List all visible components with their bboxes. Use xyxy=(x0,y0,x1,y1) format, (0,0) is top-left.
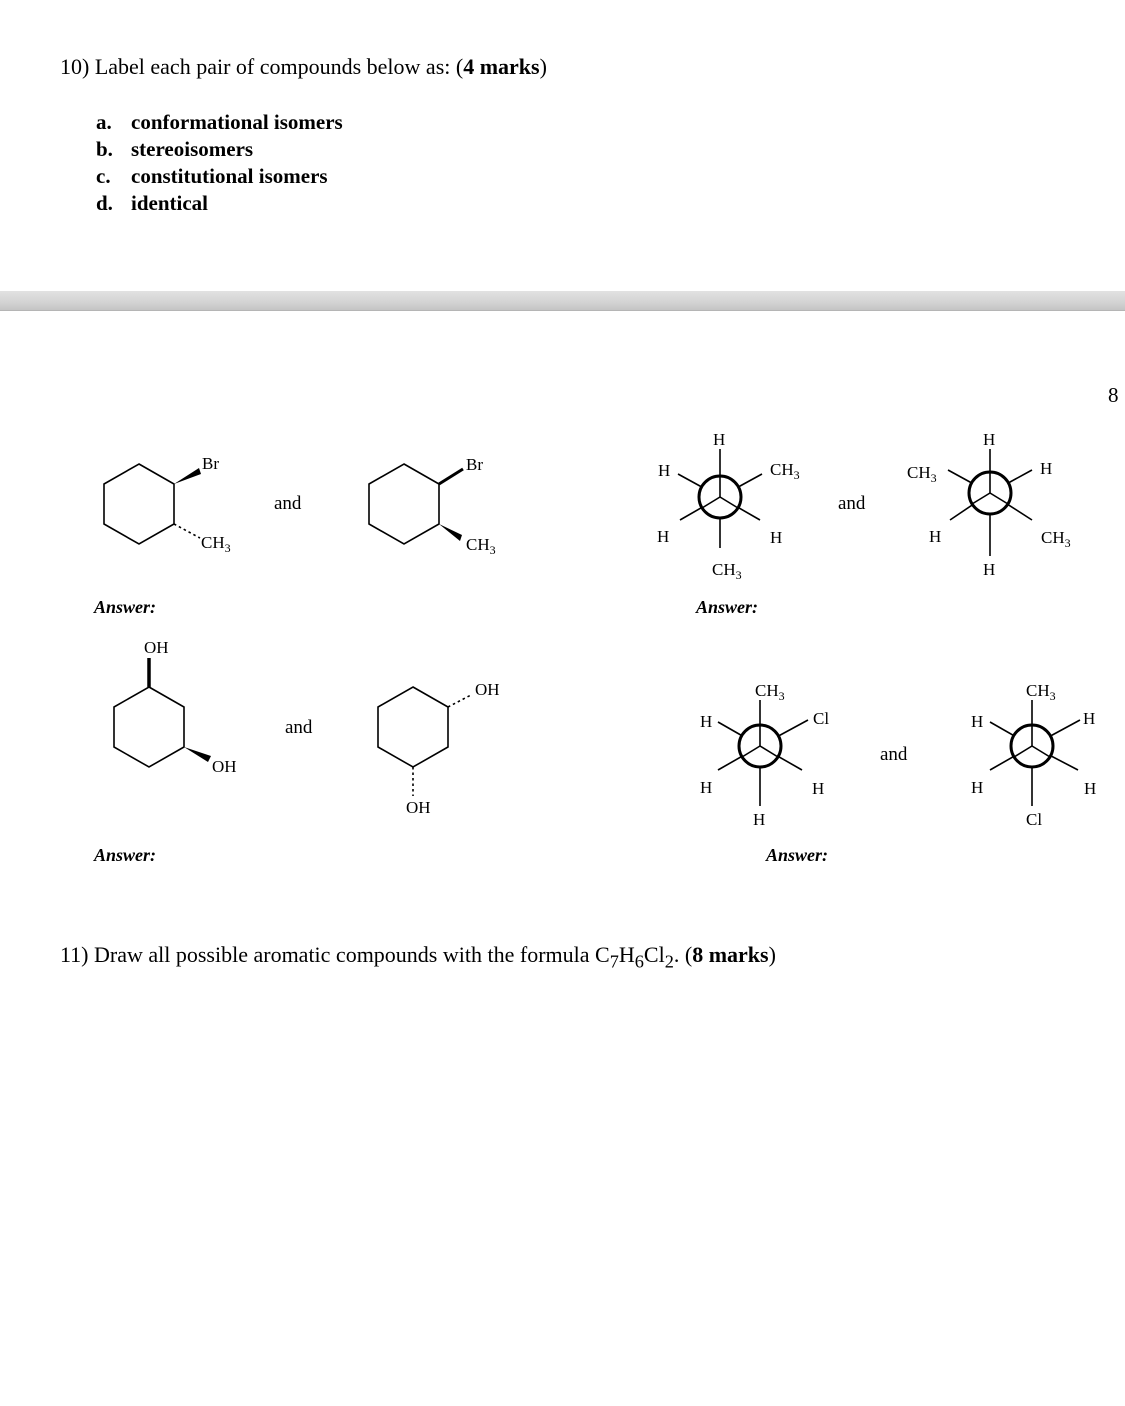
option-d: d. identical xyxy=(96,191,208,215)
question-10-marks: 4 marks xyxy=(463,54,540,79)
n2-h-bottom: H xyxy=(983,560,996,579)
answer-label-pair4: Answer: xyxy=(766,845,829,865)
n1-ch3-upper-right: $CH_3$ xyxy=(770,460,800,482)
n4-h-lower-right: H xyxy=(1084,779,1097,798)
option-b: b. stereoisomers xyxy=(96,137,254,161)
n3-ch3-top: $CH_3$ xyxy=(755,681,785,703)
cyclohexane-structure-1 xyxy=(104,454,231,555)
answer-label-pair2: Answer: xyxy=(696,597,759,617)
newman-projection-1 xyxy=(657,430,800,582)
n4-h-lower-left: H xyxy=(971,778,984,797)
newman-projection-2 xyxy=(907,430,1071,579)
s3-oh-bottom-label: OH xyxy=(212,757,237,776)
n2-h-upper-right: H xyxy=(1040,459,1053,478)
s2-ch3-label: $CH_3$ xyxy=(466,535,496,557)
answer-label-pair3: Answer: xyxy=(94,845,157,865)
s4-oh-bottom-label: OH xyxy=(406,798,431,817)
newman-projection-3 xyxy=(700,681,829,829)
n2-ch3-lower-right: $CH_3$ xyxy=(1041,528,1071,550)
n2-h-lower-left: H xyxy=(929,527,942,546)
n1-ch3-bottom: $CH_3$ xyxy=(712,560,742,582)
n1-h-lower-left: H xyxy=(657,527,670,546)
n4-h-upper-right: H xyxy=(1083,709,1096,728)
n3-h-upper-left: H xyxy=(700,712,713,731)
and-label-pair4: and xyxy=(880,744,908,765)
answer-label-pair1: Answer: xyxy=(94,597,157,617)
s2-br-label: Br xyxy=(466,455,483,474)
n3-h-bottom: H xyxy=(753,810,766,829)
cyclohexanediol-structure-4 xyxy=(378,680,500,817)
and-label-pair3: and xyxy=(285,717,313,738)
n3-h-lower-right: H xyxy=(812,779,825,798)
and-label-pair2: and xyxy=(838,493,866,514)
n2-ch3-upper-left: $CH_3$ xyxy=(907,463,937,485)
n3-h-lower-left: H xyxy=(700,778,713,797)
cyclohexane-structure-2 xyxy=(369,455,496,557)
n1-h-lower-right: H xyxy=(770,528,783,547)
n4-cl-bottom: Cl xyxy=(1026,810,1043,829)
n1-h-upper-left: H xyxy=(658,461,671,480)
newman-projection-4 xyxy=(971,681,1096,829)
n1-h-top: H xyxy=(713,430,726,449)
option-c: c. constitutional isomers xyxy=(96,164,328,188)
n3-cl-upper-right: Cl xyxy=(813,709,830,728)
s1-ch3-label: $CH_3$ xyxy=(201,533,231,555)
option-a: a. conformational isomers xyxy=(96,110,343,134)
s1-br-label: Br xyxy=(202,454,219,473)
cyclohexanediol-structure-3 xyxy=(114,638,237,776)
and-label-pair1: and xyxy=(274,493,302,514)
n4-h-upper-left: H xyxy=(971,712,984,731)
question-11-marks: 8 marks xyxy=(692,942,769,967)
question-10-prompt: 10) Label each pair of compounds below as: (4 marks) xyxy=(60,54,547,79)
n4-ch3-top: $CH_3$ xyxy=(1026,681,1056,703)
question-11-prompt: 11) Draw all possible aromatic compounds with the formula $C_7H_6Cl_2$. (8 marks) xyxy=(60,942,776,972)
s3-oh-top-label: OH xyxy=(144,638,169,657)
page-number: 8 xyxy=(1108,383,1119,407)
s4-oh-right-label: OH xyxy=(475,680,500,699)
n2-h-top: H xyxy=(983,430,996,449)
